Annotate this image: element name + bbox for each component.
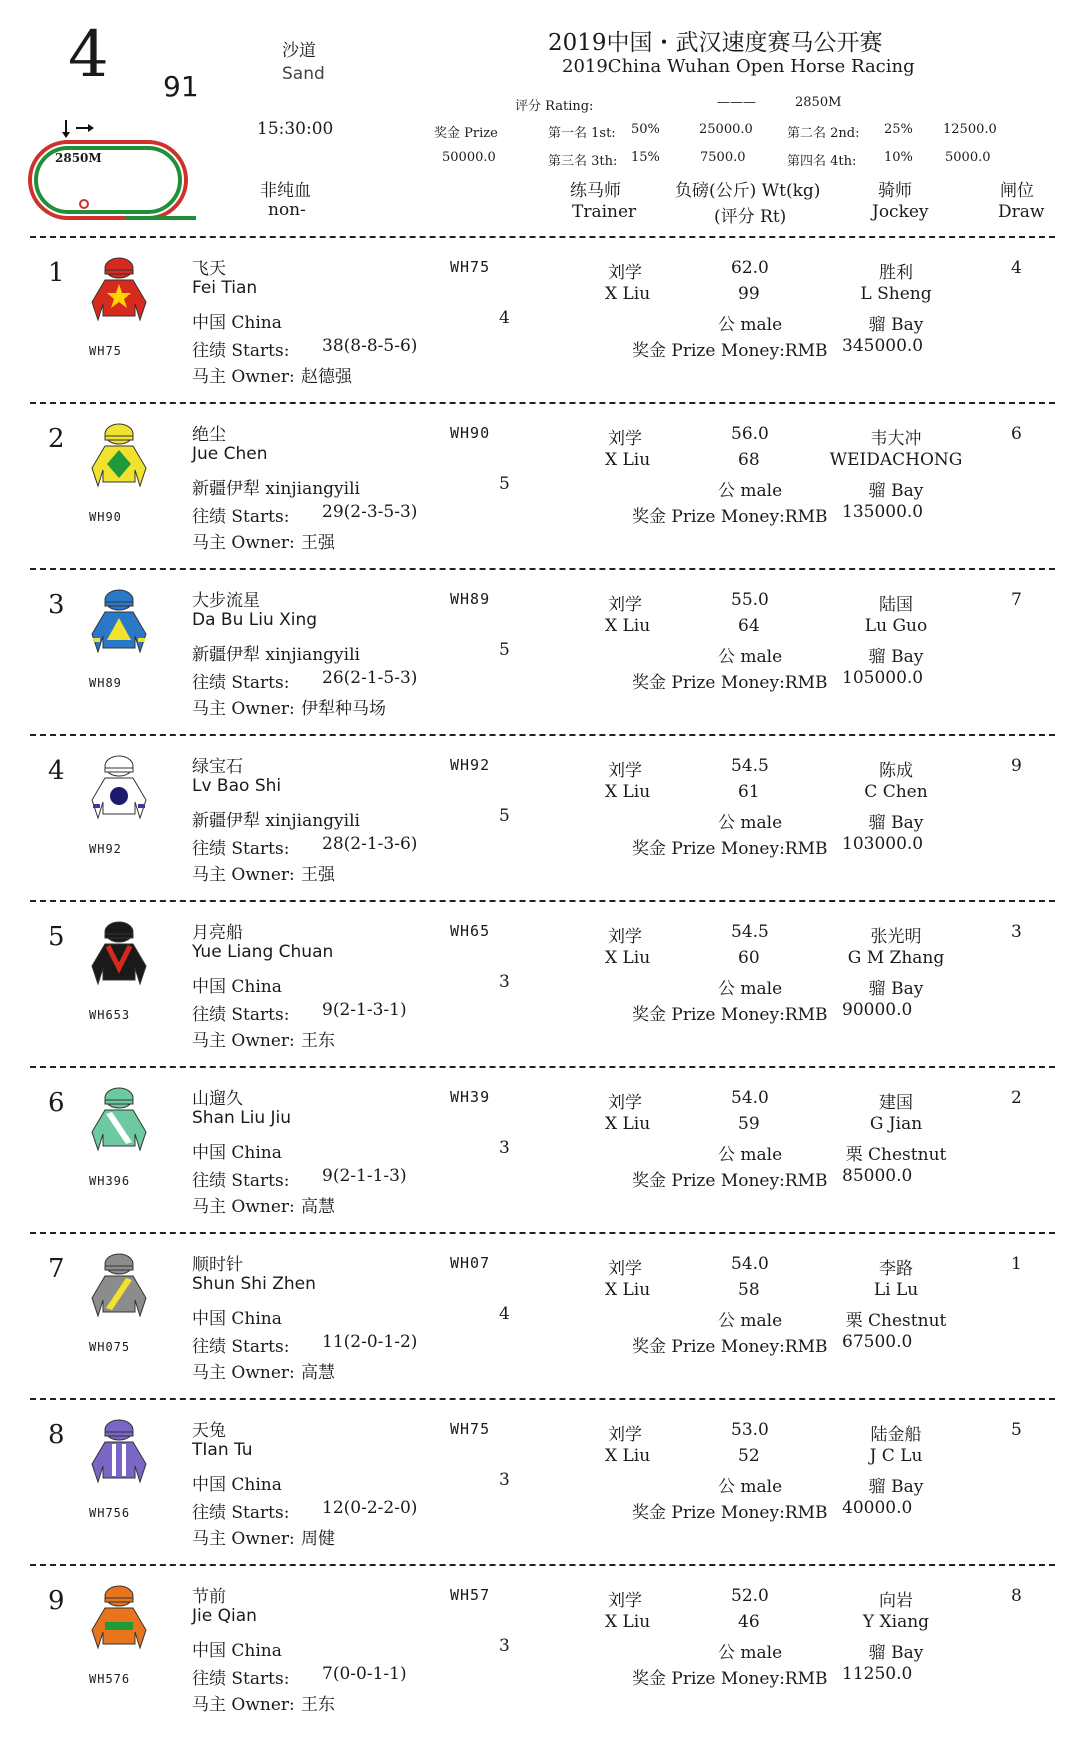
owner-label: 马主 Owner:: [192, 1695, 295, 1715]
prize-money: 135000.0: [842, 502, 924, 522]
owner-name: 伊犁种马场: [301, 699, 386, 719]
horse-origin: 中国 China: [192, 977, 282, 997]
jockey-cn: 张光明: [870, 927, 922, 947]
rating: 58: [738, 1280, 760, 1300]
weight: 53.0: [731, 1420, 769, 1440]
trainer-en: X Liu: [605, 948, 651, 968]
starts-record: 29(2-3-5-3): [322, 502, 418, 522]
horse-color: 骝 Bay: [868, 979, 924, 999]
owner-name: 周健: [301, 1529, 335, 1549]
trainer-en: X Liu: [605, 782, 651, 802]
owner-label: 马主 Owner:: [192, 865, 295, 885]
prize-money: 67500.0: [842, 1332, 913, 1352]
starts-label: 往绩 Starts:: [192, 839, 290, 859]
prize-money: 90000.0: [842, 1000, 913, 1020]
jockey-cn: 陆金船: [870, 1425, 922, 1445]
horse-color: 栗 Chestnut: [845, 1311, 947, 1331]
owner-label: 马主 Owner:: [192, 1363, 295, 1383]
starts-label: 往绩 Starts:: [192, 507, 290, 527]
draw: 5: [1011, 1420, 1022, 1440]
sex: 公 male: [718, 647, 783, 667]
horse-name-en: Shun Shi Zhen: [192, 1274, 316, 1294]
silks-red-yellow-star-icon: [88, 254, 150, 334]
weight: 54.0: [731, 1088, 769, 1108]
jockey-en: WEIDACHONG: [829, 450, 963, 470]
prize-money-label: 奖金 Prize Money:RMB: [632, 839, 828, 859]
prize-money-label: 奖金 Prize Money:RMB: [632, 1669, 828, 1689]
owner-name: 赵德强: [301, 367, 352, 387]
prize-money-label: 奖金 Prize Money:RMB: [632, 1005, 828, 1025]
header-jockey-cn: 骑师: [878, 181, 912, 201]
prize-total: 50000.0: [442, 150, 496, 165]
trainer-cn: 刘学: [608, 761, 642, 781]
horse-entry: [0, 572, 1080, 738]
horse-entry: [0, 1402, 1080, 1568]
weight: 54.5: [731, 756, 769, 776]
horse-color: 骝 Bay: [868, 647, 924, 667]
track-diagram-icon: [26, 112, 196, 222]
sex: 公 male: [718, 1145, 783, 1165]
horse-origin: 新疆伊犁 xinjiangyili: [192, 645, 360, 665]
jockey-cn: 韦大冲: [870, 429, 922, 449]
horse-code: WH07: [450, 1254, 491, 1272]
starts-label: 往绩 Starts:: [192, 341, 290, 361]
horse-origin: 中国 China: [192, 313, 282, 333]
prize-money: 103000.0: [842, 834, 924, 854]
weight: 55.0: [731, 590, 769, 610]
starts-label: 往绩 Starts:: [192, 1503, 290, 1523]
silks-black-red-chevron-icon: [88, 918, 150, 998]
horse-name-cn: 节前: [192, 1587, 226, 1607]
trainer-cn: 刘学: [608, 595, 642, 615]
draw: 4: [1011, 258, 1022, 278]
third-pct: 15%: [631, 150, 660, 165]
silks-code: WH90: [89, 510, 122, 524]
horse-age: 5: [499, 474, 510, 494]
rating: 46: [738, 1612, 760, 1632]
header-trainer-cn: 练马师: [570, 181, 621, 201]
trainer-cn: 刘学: [608, 927, 642, 947]
jockey-en: C Chen: [864, 782, 928, 802]
horse-age: 3: [499, 1138, 510, 1158]
horse-age: 3: [499, 1636, 510, 1656]
draw: 3: [1011, 922, 1022, 942]
horse-number: 9: [48, 1586, 65, 1616]
horse-name-en: Yue Liang Chuan: [192, 942, 334, 962]
starts-label: 往绩 Starts:: [192, 673, 290, 693]
starts-label: 往绩 Starts:: [192, 1337, 290, 1357]
horse-code: WH90: [450, 424, 491, 442]
horse-age: 3: [499, 1470, 510, 1490]
sex: 公 male: [718, 481, 783, 501]
header-trainer-en: Trainer: [572, 202, 637, 222]
weight: 56.0: [731, 424, 769, 444]
horse-name-cn: 天兔: [192, 1421, 226, 1441]
horse-origin: 中国 China: [192, 1641, 282, 1661]
draw: 1: [1011, 1254, 1022, 1274]
fourth-label: 第四名 4th:: [787, 154, 857, 169]
starts-label: 往绩 Starts:: [192, 1171, 290, 1191]
owner-name: 王东: [301, 1031, 335, 1051]
horse-name-cn: 山遛久: [192, 1089, 243, 1109]
header-draw-cn: 闸位: [1000, 181, 1034, 201]
owner-name: 高慧: [301, 1363, 335, 1383]
horse-code: WH39: [450, 1088, 491, 1106]
owner-label: 马主 Owner:: [192, 1031, 295, 1051]
silks-green-white-sash-icon: [88, 1084, 150, 1164]
jockey-en: Y Xiang: [862, 1612, 930, 1632]
jockey-en: Lu Guo: [864, 616, 928, 636]
horse-name-cn: 飞天: [192, 259, 226, 279]
rating-blank: ———: [717, 95, 756, 110]
trainer-cn: 刘学: [608, 1259, 642, 1279]
owner-label: 马主 Owner:: [192, 1529, 295, 1549]
horse-origin: 中国 China: [192, 1475, 282, 1495]
prize-money-label: 奖金 Prize Money:RMB: [632, 1503, 828, 1523]
horse-number: 8: [48, 1420, 65, 1450]
horse-name-en: Jie Qian: [192, 1606, 257, 1626]
surface-cn: 沙道: [282, 41, 316, 61]
horse-color: 骝 Bay: [868, 813, 924, 833]
header-draw-en: Draw: [998, 202, 1045, 222]
horse-age: 5: [499, 640, 510, 660]
horse-color: 骝 Bay: [868, 1477, 924, 1497]
horse-number: 6: [48, 1088, 65, 1118]
race-number: 4: [68, 18, 109, 92]
jockey-en: L Sheng: [860, 284, 932, 304]
starts-label: 往绩 Starts:: [192, 1005, 290, 1025]
horse-number: 1: [48, 258, 65, 288]
sex: 公 male: [718, 315, 783, 335]
horse-entry: [0, 240, 1080, 406]
prize-money: 85000.0: [842, 1166, 913, 1186]
first-amt: 25000.0: [699, 122, 753, 137]
weight: 54.0: [731, 1254, 769, 1274]
prize-money-label: 奖金 Prize Money:RMB: [632, 1171, 828, 1191]
draw: 2: [1011, 1088, 1022, 1108]
jockey-cn: 陈成: [879, 761, 913, 781]
horse-entry: [0, 1070, 1080, 1236]
horse-entry: [0, 1236, 1080, 1402]
weight: 54.5: [731, 922, 769, 942]
sex: 公 male: [718, 1477, 783, 1497]
rating: 52: [738, 1446, 760, 1466]
horse-origin: 中国 China: [192, 1143, 282, 1163]
weight: 62.0: [731, 258, 769, 278]
sex: 公 male: [718, 1311, 783, 1331]
horse-name-cn: 绿宝石: [192, 757, 243, 777]
jockey-cn: 胜利: [879, 263, 913, 283]
prize-money: 105000.0: [842, 668, 924, 688]
trainer-cn: 刘学: [608, 263, 642, 283]
silks-code: WH075: [89, 1340, 131, 1354]
race-rating-value: 91: [163, 70, 199, 103]
draw: 8: [1011, 1586, 1022, 1606]
horse-color: 骝 Bay: [868, 1643, 924, 1663]
owner-name: 王东: [301, 1695, 335, 1715]
horse-number: 2: [48, 424, 65, 454]
divider: [30, 236, 1055, 238]
horse-entry: [0, 738, 1080, 904]
sex: 公 male: [718, 813, 783, 833]
silks-orange-green-hoop-icon: [88, 1582, 150, 1662]
jockey-en: Li Lu: [873, 1280, 919, 1300]
horse-origin: 中国 China: [192, 1309, 282, 1329]
horse-code: WH75: [450, 1420, 491, 1438]
silks-blue-yellow-triangle-icon: [88, 586, 150, 666]
draw: 6: [1011, 424, 1022, 444]
prize-money: 345000.0: [842, 336, 924, 356]
owner-label: 马主 Owner:: [192, 367, 295, 387]
rating: 99: [738, 284, 760, 304]
horse-entry: [0, 904, 1080, 1070]
trainer-en: X Liu: [605, 1114, 651, 1134]
silks-code: WH576: [89, 1672, 131, 1686]
trainer-en: X Liu: [605, 1280, 651, 1300]
starts-record: 9(2-1-1-3): [322, 1166, 407, 1186]
silks-yellow-green-diamond-icon: [88, 420, 150, 500]
horse-code: WH65: [450, 922, 491, 940]
horse-name-en: Fei Tian: [192, 278, 258, 298]
draw: 9: [1011, 756, 1022, 776]
starts-record: 11(2-0-1-2): [322, 1332, 418, 1352]
starts-record: 38(8-8-5-6): [322, 336, 418, 356]
owner-name: 高慧: [301, 1197, 335, 1217]
sex: 公 male: [718, 979, 783, 999]
owner-label: 马主 Owner:: [192, 699, 295, 719]
rating: 59: [738, 1114, 760, 1134]
fourth-amt: 5000.0: [945, 150, 991, 165]
horse-number: 3: [48, 590, 65, 620]
horse-name-en: Jue Chen: [192, 444, 268, 464]
track-distance-label: 2850M: [55, 151, 102, 165]
first-pct: 50%: [631, 122, 660, 137]
trainer-en: X Liu: [605, 616, 651, 636]
starts-record: 28(2-1-3-6): [322, 834, 418, 854]
horse-origin: 新疆伊犁 xinjiangyili: [192, 811, 360, 831]
trainer-cn: 刘学: [608, 429, 642, 449]
second-pct: 25%: [884, 122, 913, 137]
jockey-en: J C Lu: [869, 1446, 923, 1466]
horse-entry: [0, 1568, 1080, 1734]
prize-label: 奖金 Prize: [434, 126, 498, 141]
second-amt: 12500.0: [943, 122, 997, 137]
horse-name-cn: 大步流星: [192, 591, 260, 611]
prize-money-label: 奖金 Prize Money:RMB: [632, 341, 828, 361]
horse-code: WH75: [450, 258, 491, 276]
surface-en: Sand: [282, 64, 325, 84]
rating: 60: [738, 948, 760, 968]
horse-code: WH89: [450, 590, 491, 608]
owner-label: 马主 Owner:: [192, 1197, 295, 1217]
breed-cn: 非纯血: [260, 181, 311, 201]
weight: 52.0: [731, 1586, 769, 1606]
horse-age: 4: [499, 308, 510, 328]
prize-money-label: 奖金 Prize Money:RMB: [632, 1337, 828, 1357]
prize-money: 11250.0: [842, 1664, 913, 1684]
starts-record: 26(2-1-5-3): [322, 668, 418, 688]
third-label: 第三名 3th:: [548, 154, 618, 169]
horse-code: WH92: [450, 756, 491, 774]
header-jockey-en: Jockey: [872, 202, 929, 222]
horse-name-en: Lv Bao Shi: [192, 776, 282, 796]
jockey-cn: 向岩: [879, 1591, 913, 1611]
sex: 公 male: [718, 1643, 783, 1663]
trainer-en: X Liu: [605, 1446, 651, 1466]
third-amt: 7500.0: [700, 150, 746, 165]
trainer-cn: 刘学: [608, 1093, 642, 1113]
breed-en: non-: [268, 200, 306, 220]
second-label: 第二名 2nd:: [787, 126, 860, 141]
owner-label: 马主 Owner:: [192, 533, 295, 553]
horse-age: 4: [499, 1304, 510, 1324]
trainer-cn: 刘学: [608, 1425, 642, 1445]
horse-number: 4: [48, 756, 65, 786]
owner-name: 王强: [301, 865, 335, 885]
prize-money: 40000.0: [842, 1498, 913, 1518]
jockey-cn: 建国: [879, 1093, 913, 1113]
header-weight-cn: 负磅(公斤) Wt(kg): [675, 181, 821, 201]
trainer-en: X Liu: [605, 1612, 651, 1632]
horse-name-en: TIan Tu: [192, 1440, 253, 1460]
prize-money-label: 奖金 Prize Money:RMB: [632, 507, 828, 527]
trainer-en: X Liu: [605, 450, 651, 470]
starts-record: 12(0-2-2-0): [322, 1498, 418, 1518]
horse-code: WH57: [450, 1586, 491, 1604]
horse-entry: [0, 406, 1080, 572]
horse-color: 骝 Bay: [868, 315, 924, 335]
jockey-cn: 陆国: [879, 595, 913, 615]
silks-purple-white-stripes-icon: [88, 1416, 150, 1496]
horse-name-cn: 绝尘: [192, 425, 226, 445]
starts-record: 9(2-1-3-1): [322, 1000, 407, 1020]
rating-label: 评分 Rating:: [515, 99, 594, 114]
rating: 68: [738, 450, 760, 470]
starts-label: 往绩 Starts:: [192, 1669, 290, 1689]
race-time: 15:30:00: [257, 119, 334, 139]
jockey-cn: 李路: [879, 1259, 913, 1279]
draw: 7: [1011, 590, 1022, 610]
race-title-en: 2019China Wuhan Open Horse Racing: [562, 56, 915, 77]
header-weight-en: (评分 Rt): [714, 207, 787, 227]
horse-age: 3: [499, 972, 510, 992]
silks-code: WH75: [89, 344, 122, 358]
rating: 61: [738, 782, 760, 802]
silks-code: WH396: [89, 1174, 131, 1188]
horse-number: 7: [48, 1254, 65, 1284]
jockey-en: G Jian: [869, 1114, 923, 1134]
horse-name-cn: 顺时针: [192, 1255, 243, 1275]
starts-record: 7(0-0-1-1): [322, 1664, 407, 1684]
owner-name: 王强: [301, 533, 335, 553]
horse-color: 骝 Bay: [868, 481, 924, 501]
horse-number: 5: [48, 922, 65, 952]
horse-name-en: Shan Liu Jiu: [192, 1108, 292, 1128]
trainer-en: X Liu: [605, 284, 651, 304]
jockey-en: G M Zhang: [847, 948, 945, 968]
trainer-cn: 刘学: [608, 1591, 642, 1611]
first-label: 第一名 1st:: [548, 126, 616, 141]
silks-white-navy-disc-icon: [88, 752, 150, 832]
silks-code: WH653: [89, 1008, 131, 1022]
fourth-pct: 10%: [884, 150, 913, 165]
horse-color: 栗 Chestnut: [845, 1145, 947, 1165]
silks-code: WH89: [89, 676, 122, 690]
race-distance: 2850M: [795, 95, 842, 110]
silks-grey-yellow-sash-icon: [88, 1250, 150, 1330]
prize-money-label: 奖金 Prize Money:RMB: [632, 673, 828, 693]
horse-name-en: Da Bu Liu Xing: [192, 610, 318, 630]
horse-origin: 新疆伊犁 xinjiangyili: [192, 479, 360, 499]
horse-name-cn: 月亮船: [192, 923, 243, 943]
rating: 64: [738, 616, 760, 636]
silks-code: WH92: [89, 842, 122, 856]
horse-age: 5: [499, 806, 510, 826]
silks-code: WH756: [89, 1506, 131, 1520]
race-title-cn: 2019中国・武汉速度赛马公开赛: [548, 30, 883, 56]
